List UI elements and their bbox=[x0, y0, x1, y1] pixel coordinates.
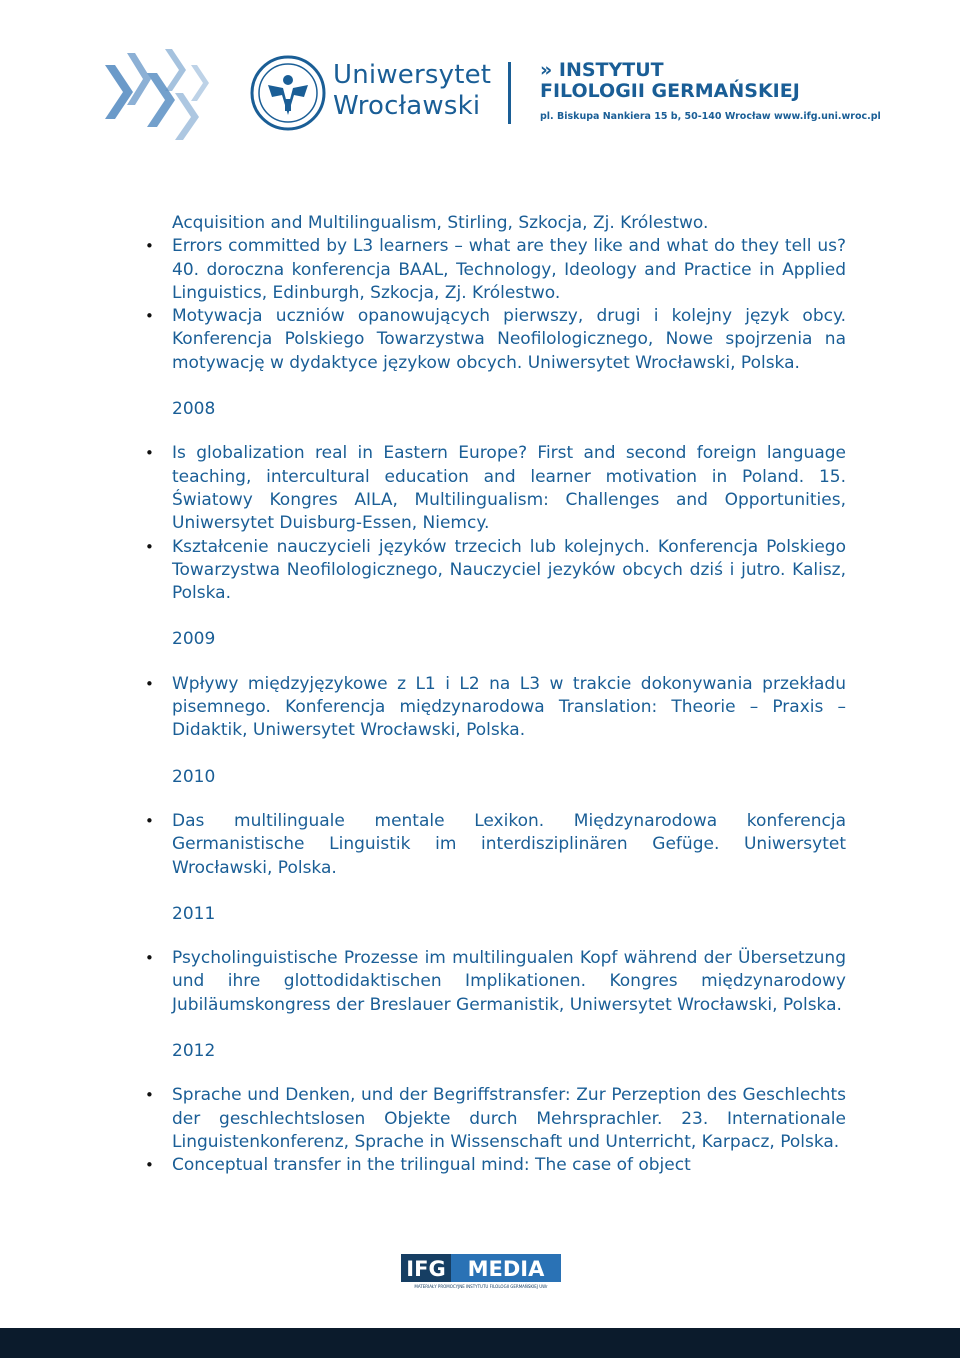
logo-media-text: MEDIA bbox=[467, 1257, 545, 1281]
header-divider bbox=[508, 62, 511, 124]
list-item: • Das multilinguale mentale Lexikon. Międzynarodowa konferencja Germanistische Linguistik im interdisziplinären Gefüge. Uniwersytet Wrocławski, Polska. bbox=[172, 810, 846, 880]
logo-tagline: MATERIAŁY PROMOCYJNE INSTYTUTU FILOLOGII GERMAŃSKIEJ UWr bbox=[414, 1284, 548, 1289]
list-item: • Motywacja uczniów opanowujących pierwszy, drugi i kolejny język obcy. Konferencja Polskiego Towarzystwa Neofilologicznego, Nowe spojrzenia na motywację w dydaktyce językow obcych. Uniwersytet Wrocławski, Polska. bbox=[172, 305, 846, 375]
list-item: • Kształcenie nauczycieli języków trzecich lub kolejnych. Konferencja Polskiego Towarzystwa Neofilologicznego, Nauczyciel jezyków obcych dziś i jutro. Kalisz, Polska. bbox=[172, 536, 846, 606]
publication-list bbox=[172, 212, 846, 1178]
list-item: • Wpływy międzyjęzykowe z L1 i L2 na L3 w trakcie dokonywania przekładu pisemnego. Konferencja międzynarodowa Translation: Theorie – Praxis – Didaktik, Uniwersytet Wrocławski, Polska. bbox=[172, 673, 846, 743]
university-name-line1: Uniwersytet bbox=[333, 60, 492, 90]
intro-line: Acquisition and Multilingualism, Stirling, Szkocja, Zj. Królestwo. bbox=[172, 213, 709, 233]
list-item: • Psycholinguistische Prozesse im multilingualen Kopf während der Übersetzung und ihre glottodidaktischen Implikationen. Kongres międzynarodowy Jubiläumskongress der Breslauer Germanistik, Uniwersytet Wrocławski, Polska. bbox=[172, 947, 846, 1017]
list-item: • Sprache und Denken, und der Begriffstransfer: Zur Perzeption des Geschlechts der geschlechtslosen Objekte durch Mehrsprachler. 23. Internationale Linguistenkonferenz, Sprache in Wissenschaft und Unterricht, Karpacz, Polska. bbox=[172, 1084, 846, 1154]
institute-label: » INSTYTUT bbox=[540, 59, 664, 81]
ifg-media-logo bbox=[401, 1254, 561, 1290]
institute-name: FILOLOGII GERMAŃSKIEJ bbox=[540, 80, 800, 102]
list-item: • Conceptual transfer in the trilingual mind: The case of object bbox=[172, 1154, 846, 1177]
university-seal-icon bbox=[250, 55, 326, 131]
institute-block bbox=[540, 60, 881, 124]
year-heading-2012: 2012 bbox=[172, 1041, 216, 1062]
university-name bbox=[333, 60, 491, 122]
list-item: • Is globalization real in Eastern Europe? First and second foreign language teaching, intercultural education and learner motivation in Poland. 15. Światowy Kongres AILA, Multilingualism: Challenges and Opportunities, Uniwersytet Duisburg-Essen, Niemcy. bbox=[172, 442, 846, 535]
list-item: • Errors committed by L3 learners – what are they like and what do they tell us? 40. doroczna konferencja BAAL, Technology, Ideology and Practice in Applied Linguistics, Edinburgh, Szkocja, Zj. Królestwo. bbox=[172, 235, 846, 305]
year-heading-2009: 2009 bbox=[172, 629, 216, 650]
footer-bar bbox=[0, 1328, 960, 1358]
year-heading-2010: 2010 bbox=[172, 766, 216, 787]
logo-ifg-text: IFG bbox=[406, 1257, 446, 1281]
page-header bbox=[0, 0, 960, 150]
year-heading-2011: 2011 bbox=[172, 903, 216, 924]
university-name-line2: Wrocławski bbox=[333, 91, 481, 121]
chevrons-icon bbox=[105, 45, 215, 140]
year-heading-2008: 2008 bbox=[172, 399, 216, 420]
institute-address: pl. Biskupa Nankiera 15 b, 50-140 Wrocław www.ifg.uni.wroc.pl bbox=[540, 111, 881, 122]
